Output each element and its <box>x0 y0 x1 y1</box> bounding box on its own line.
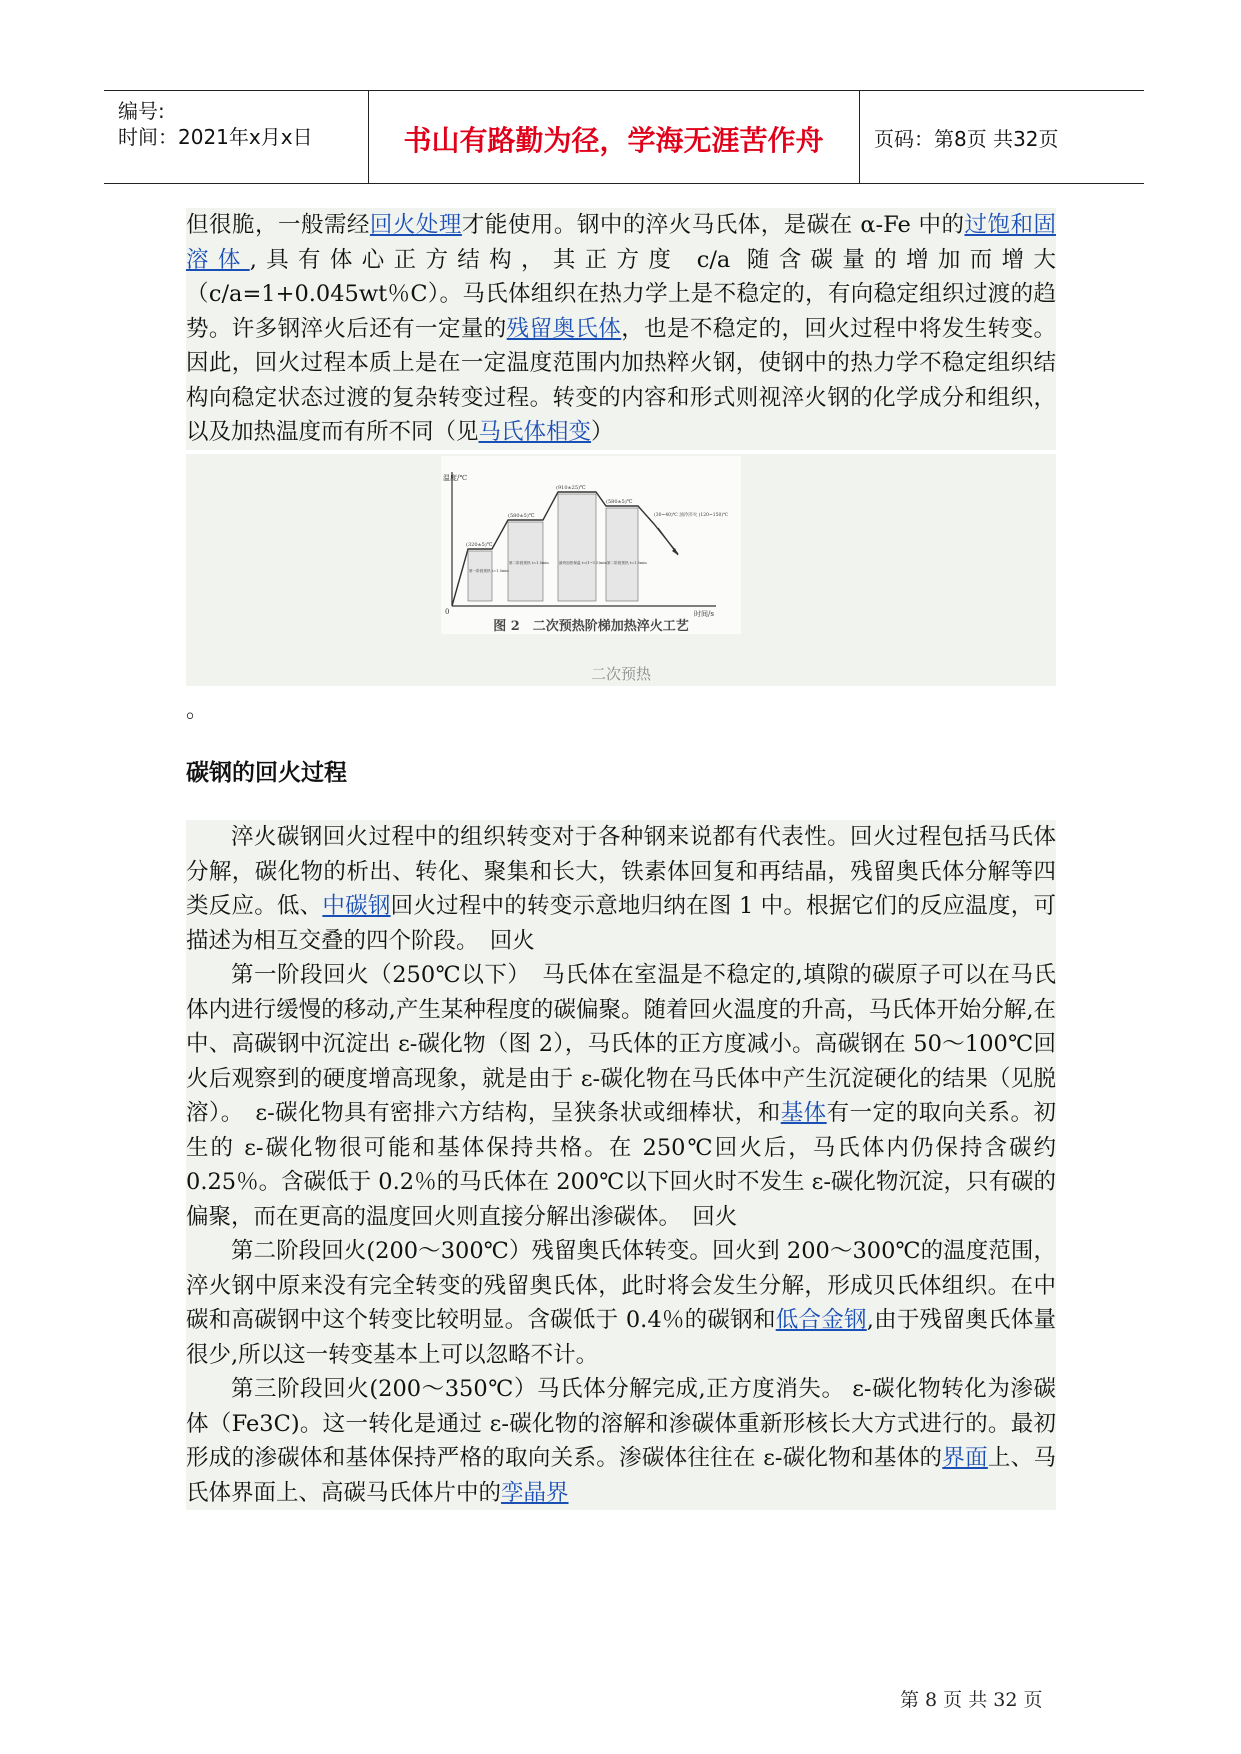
motto: 书山有路勤为径，学海无涯苦作舟 <box>403 124 824 157</box>
cooling-label: (30~40)℃ 油冷淬火 (120~150)℃ <box>654 512 729 518</box>
intro-text-5: ） <box>591 419 614 445</box>
paragraph-stage-two <box>186 1234 1056 1372</box>
step3-temp-label: (910±25)℃ <box>556 484 586 491</box>
document-body <box>186 208 1056 1510</box>
hold-box-1 <box>468 551 492 601</box>
hold-box-1-label: 第一阶段预热 t=1.5min <box>469 568 509 573</box>
header-middle-cell <box>368 91 860 183</box>
section-title: 碳钢的回火过程 <box>186 760 347 786</box>
link-interface[interactable]: 界面 <box>942 1445 988 1471</box>
step1-temp-label: (320±5)℃ <box>466 541 493 548</box>
y-axis-label: 温度/℃ <box>443 473 468 482</box>
page-footer: 第 8 页 共 32 页 <box>900 1689 1043 1711</box>
process-diagram <box>186 454 1056 686</box>
paragraph-stage-one <box>186 958 1056 1234</box>
link-supersaturated-solid-solution[interactable]: 过饱和固溶体 <box>186 212 1056 273</box>
link-tempering-treatment[interactable]: 回火处理 <box>369 212 462 238</box>
figure-quench-process <box>186 454 1056 686</box>
figure-title: 图 2 二次预热阶梯加热淬火工艺 <box>493 618 689 634</box>
hold-box-4-label: 第二阶段预热 t=1.5min <box>607 560 647 565</box>
p4-text-1: 第三阶段回火(200～350℃）马氏体分解完成,正方度消失。 ε-碳化物转化为渗碳体（Fe3C)。这一转化是通过 ε-碳化物的溶解和渗碳体重新形核长大方式进行的。最初形成的渗碳体和基体保持严格的取向关系。渗碳体往往在 ε-碳化物和基体的 <box>186 1376 1056 1471</box>
origin-label: 0 <box>445 607 450 616</box>
intro-text-4: ，也是不稳定的，回火过程中将发生转变。因此，回火过程本质上是在一定温度范围内加热粹火钢，使钢中的热力学不稳定组织结构向稳定状态过渡的复杂转变过程。转变的内容和形式则视淬火钢的化学成分和组织，以及加热温度而有所不同（见 <box>186 315 1056 445</box>
intro-text-2: 才能使用。钢中的淬火马氏体，是碳在 α-Fe 中的 <box>461 212 965 238</box>
p4-text-2: 上、马氏体界面上、高碳马氏体片中的 <box>186 1445 1056 1506</box>
page-header <box>104 90 1144 184</box>
p3-text-1: 第二阶段回火(200～300℃）残留奥氏体转变。回火到 200～300℃的温度范围，淬火钢中原来没有完全转变的残留奥氏体，此时将会发生分解，形成贝氏体组织。在中碳和高碳钢中这个转变比较明显。含碳低于 0.4％的碳钢和 <box>186 1238 1056 1333</box>
time-label: 时间：2021年x月x日 <box>118 125 313 149</box>
p1-text-1: 淬火碳钢回火过程中的组织转变对于各种钢来说都有代表性。回火过程包括马氏体分解，碳化物的析出、转化、聚集和长大，铁素体回复和再结晶，残留奥氏体分解等四类反应。低、 <box>186 824 1056 919</box>
link-martensitic-transformation[interactable]: 马氏体相变 <box>478 419 592 445</box>
paragraph-stage-three <box>186 1372 1056 1510</box>
link-matrix[interactable]: 基体 <box>780 1100 827 1126</box>
p1-text-2: 回火过程中的转变示意地归纳在图 1 中。根据它们的反应温度，可描述为相互交叠的四个阶段。 回火 <box>186 893 1056 954</box>
trailing-period: 。 <box>186 697 209 723</box>
step2-temp-label: (580±5)℃ <box>508 512 535 519</box>
p2-text-1: 第一阶段回火（250℃以下） 马氏体在室温是不稳定的,填隙的碳原子可以在马氏体内进行缓慢的移动,产生某种程度的碳偏聚。随着回火温度的升高，马氏体开始分解,在中、高碳钢中沉淀出 ε-碳化物（图 2），马氏体的正方度减小。高碳钢在 50～100℃回火后观察到的硬度增高现象，就是由于 ε-碳化物在马氏体中产生沉淀硬化的结果（见脱溶）。 ε-碳化物具有密排六方结构，呈狭条状或细棒状，和 <box>186 962 1056 1126</box>
link-medium-carbon-steel[interactable]: 中碳钢 <box>322 893 391 919</box>
header-left-cell <box>104 91 369 183</box>
hold-box-4 <box>606 508 638 601</box>
intro-text-3: ,具有体心正方结构，其正方度 c/a 随含碳量的增加而增大（c/a=1+0.045wt％C）。马氏体组织在热力学上是不稳定的，有向稳定组织过渡的趋势。许多钢淬火后还有一定量的 <box>186 246 1056 342</box>
p2-text-2: 有一定的取向关系。初生的 ε-碳化物很可能和基体保持共格。在 250℃回火后，马氏体内仍保持含碳约 0.25％。含碳低于 0.2％的马氏体在 200℃以下回火时不发生 ε-碳化物沉淀，只有碳的偏聚，而在更高的温度回火则直接分解出渗碳体。 回火 <box>186 1100 1056 1230</box>
p3-text-2: ,由于残留奥氏体量很少,所以这一转变基本上可以忽略不计。 <box>186 1307 1056 1368</box>
page-code: 页码：第8页 共32页 <box>874 127 1059 151</box>
intro-paragraph <box>186 208 1056 450</box>
link-retained-austenite[interactable]: 残留奥氏体 <box>506 315 622 342</box>
hold-box-3 <box>558 494 596 601</box>
intro-text-1: 但很脆，一般需经 <box>186 212 370 238</box>
x-axis-label: 时间/s <box>694 609 714 618</box>
number-label: 编号: <box>118 99 165 123</box>
header-right-cell <box>860 91 1144 183</box>
link-low-alloy-steel[interactable]: 低合金钢 <box>775 1307 867 1333</box>
hold-box-3-label: 最终加热保温 t=(1~1.5)min <box>559 560 607 565</box>
paragraph-overview <box>186 820 1056 958</box>
link-twin-boundary[interactable]: 孪晶界 <box>501 1479 569 1506</box>
tempering-stages-block <box>186 820 1056 1510</box>
step4-temp-label: (580±5)℃ <box>606 498 633 505</box>
intro-block <box>186 208 1056 450</box>
hold-box-2-label: 第二阶段预热 t=1.5min <box>509 560 549 565</box>
figure-caption: 二次预热 <box>590 664 651 683</box>
